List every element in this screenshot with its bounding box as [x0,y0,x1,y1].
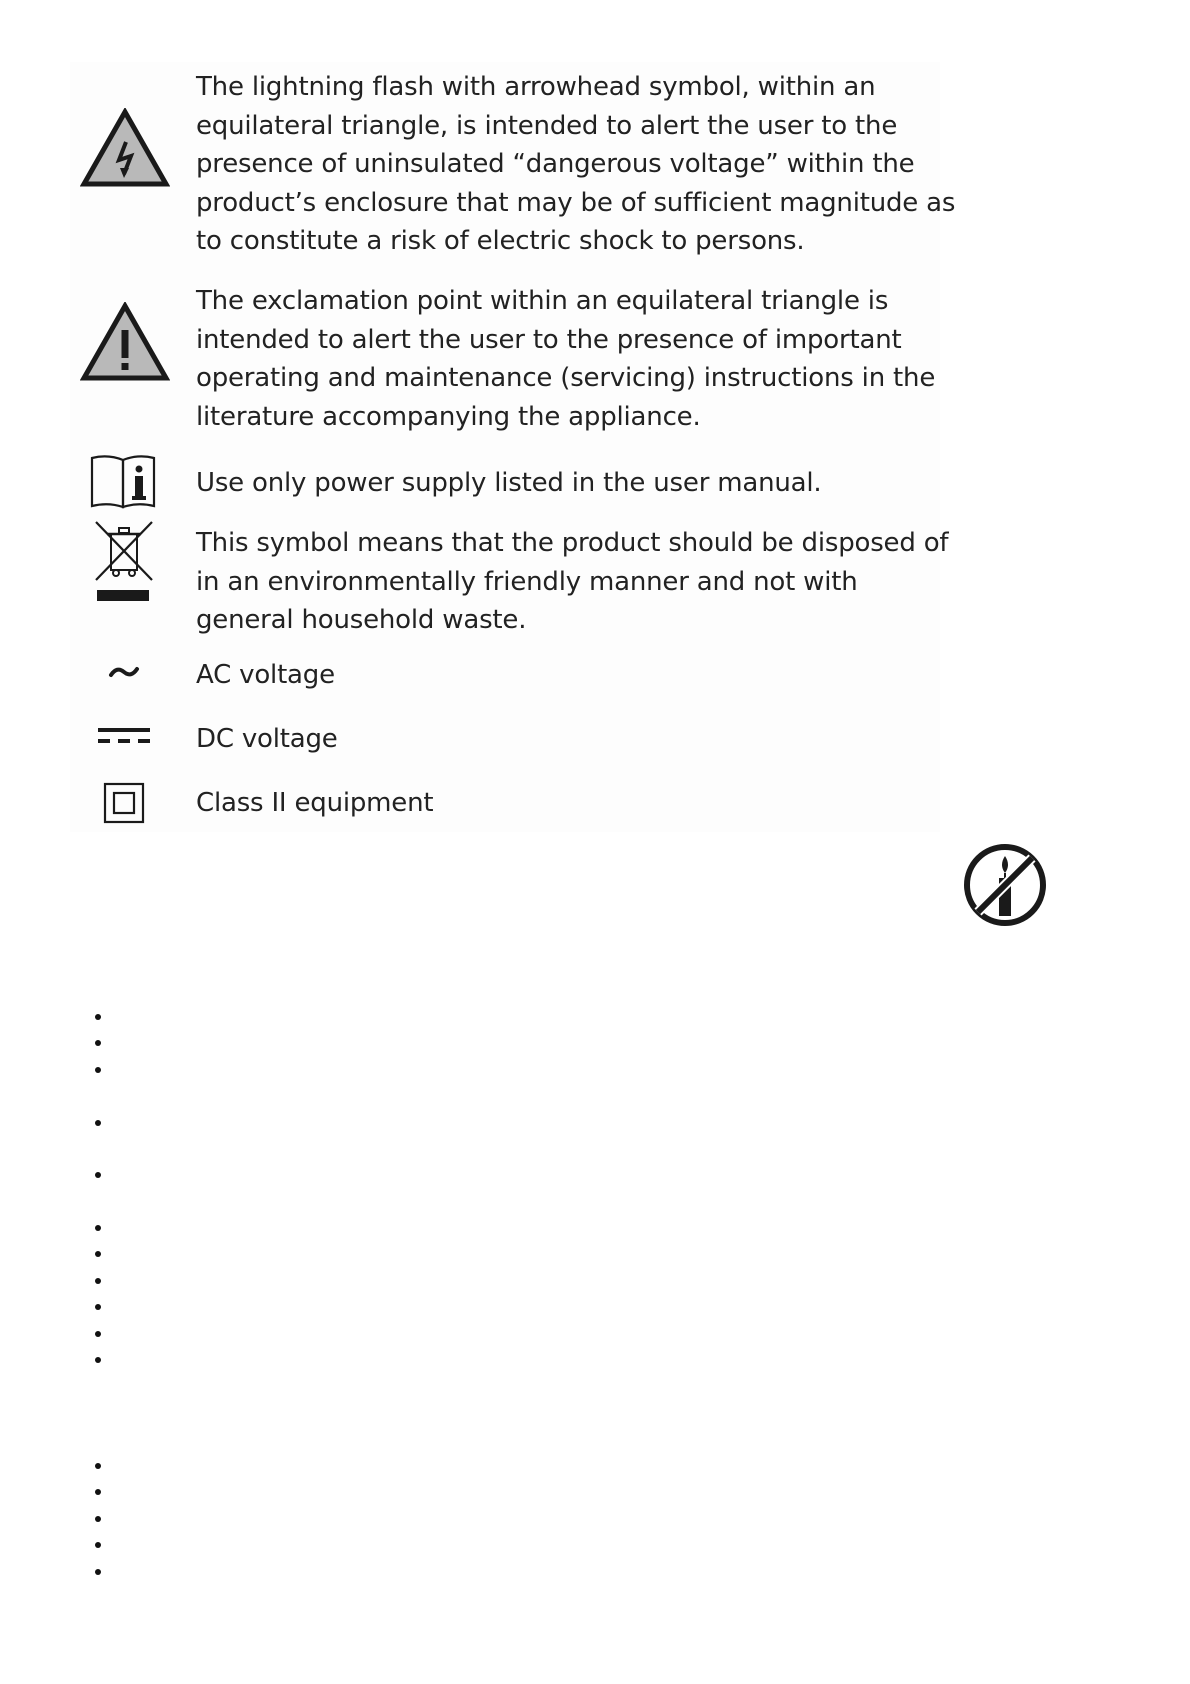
lightning-triangle-icon [80,108,170,188]
symbol-text-dc: DC voltage [196,724,338,754]
no-open-flame-icon [962,842,1048,928]
manual-info-icon [88,452,158,510]
symbol-text-ac: AC voltage [196,660,335,690]
symbol-text-lightning: The lightning flash with arrowhead symbol, within an equilateral triangle, is intended to alert the user to the presence of uninsulated “dangerous voltage” within the product’s enclosure that may be of sufficient magnitude as to constitute a risk of electric shock to persons. [196,72,956,256]
list-bullet [95,1331,101,1337]
symbol-text-exclamation: The exclamation point within an equilateral triangle is intended to alert the user to the presence of important operating and maintenance (servicing) instructions in the literature accompanying the appliance. [196,286,936,432]
dc-voltage-icon [96,726,152,746]
list-bullet [95,1542,101,1548]
list-bullet [95,1040,101,1046]
symbol-text-manual: Use only power supply listed in the user manual. [196,468,822,498]
list-bullet [95,1304,101,1310]
crossed-bin-icon [92,518,156,602]
class-ii-icon [103,782,145,824]
list-bullet [95,1489,101,1495]
ac-voltage-icon [108,664,140,680]
list-bullet [95,1172,101,1178]
list-bullet [95,1225,101,1231]
list-bullet [95,1067,101,1073]
list-bullet [95,1014,101,1020]
exclamation-triangle-icon [80,302,170,382]
list-bullet [95,1278,101,1284]
symbol-text-disposal: This symbol means that the product should be disposed of in an environmentally friendly manner and not with general household waste. [196,528,949,635]
list-bullet [95,1516,101,1522]
symbol-text-class-ii: Class II equipment [196,788,434,818]
list-bullet [95,1120,101,1126]
list-bullet [95,1569,101,1575]
list-bullet [95,1357,101,1363]
list-bullet [95,1463,101,1469]
list-bullet [95,1251,101,1257]
